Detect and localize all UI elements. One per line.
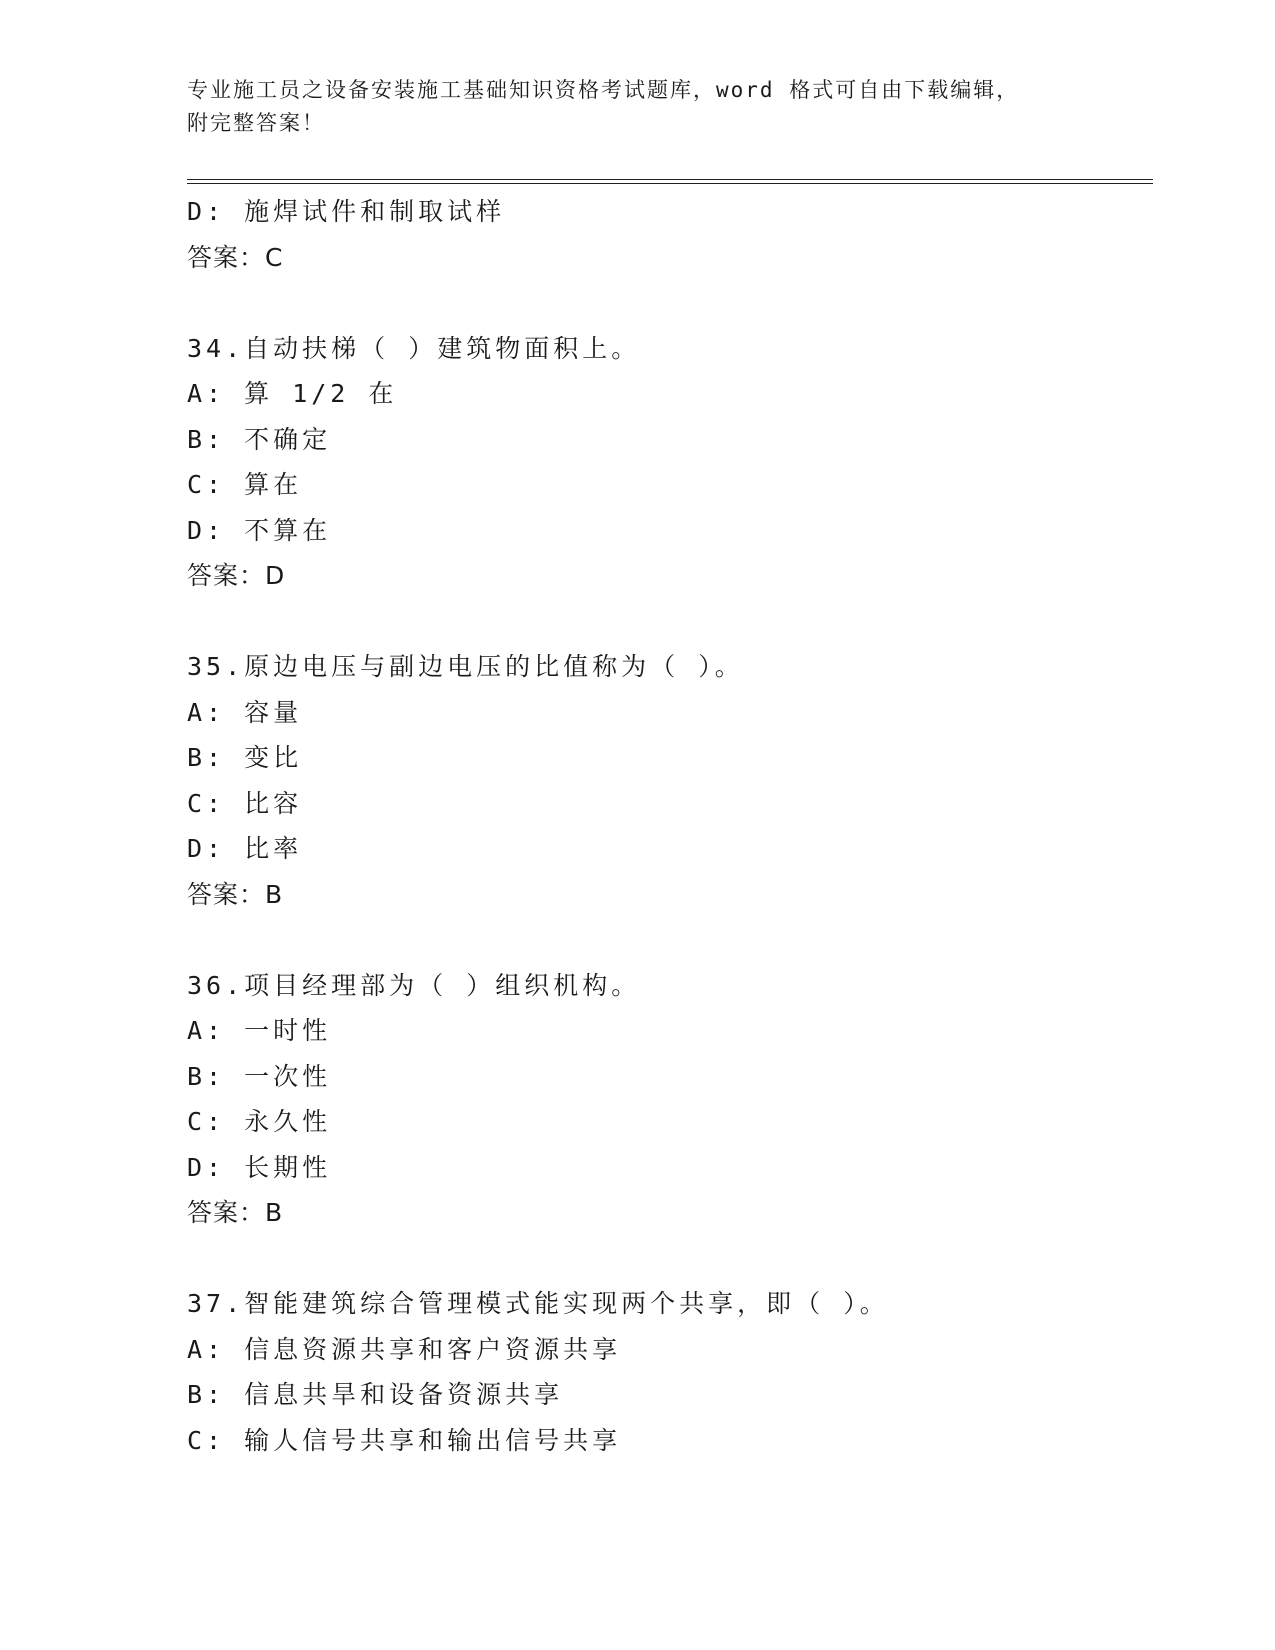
question-34 [187,326,1147,599]
option-c: C: 算在 [187,470,303,499]
header-line-1: 专业施工员之设备安装施工基础知识资格考试题库，word 格式可自由下载编辑， [187,78,1020,102]
answer-line: 答案：B [187,1198,284,1227]
question-37 [187,1281,1147,1463]
spacer [187,917,1147,963]
answer-line: 答案：C [187,242,284,272]
option-a: A: 容量 [187,697,303,727]
option-a: A: 一时性 [187,1016,332,1045]
header-line-2: 附完整答案！ [187,111,325,135]
option-c: C: 输人信号共享和输出信号共享 [187,1425,622,1455]
option-d: D: 施焊试件和制取试样 [187,197,506,226]
answer-line: 答案：B [187,879,284,909]
option-c: C: 永久性 [187,1107,332,1136]
option-b: B: 变比 [187,743,303,772]
document-header [187,74,1087,140]
option-a: A: 信息资源共享和客户资源共享 [187,1334,622,1364]
header-divider-top [187,179,1153,180]
option-a: A: 算 1/2 在 [187,379,398,408]
spacer [187,1236,1147,1282]
option-b: B: 不确定 [187,424,332,454]
question-stem: 35.原边电压与副边电压的比值称为（ ）。 [187,652,744,681]
option-b: B: 一次性 [187,1061,332,1091]
option-d: D: 长期性 [187,1152,332,1182]
question-36 [187,963,1147,1236]
option-d: D: 比率 [187,834,303,863]
question-list [187,189,1147,1463]
header-divider-bottom [187,183,1153,184]
question-33-tail [187,189,1147,280]
question-stem: 34.自动扶梯（ ）建筑物面积上。 [187,333,641,363]
question-stem: 36.项目经理部为（ ）组织机构。 [187,970,641,1000]
answer-line: 答案：D [187,561,286,590]
question-35 [187,644,1147,917]
option-d: D: 不算在 [187,515,332,545]
option-b: B: 信息共旱和设备资源共享 [187,1380,564,1409]
option-c: C: 比容 [187,788,303,818]
spacer [187,280,1147,326]
question-stem: 37.智能建筑综合管理模式能实现两个共享，即（ ）。 [187,1289,889,1318]
spacer [187,599,1147,645]
